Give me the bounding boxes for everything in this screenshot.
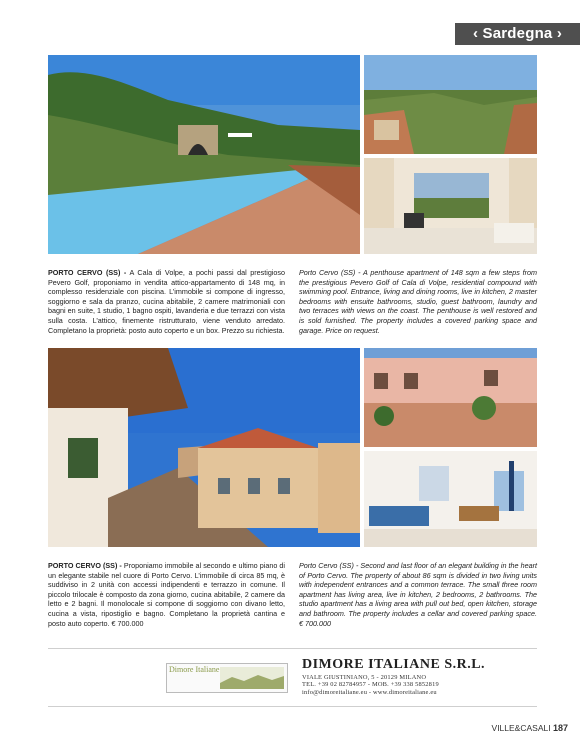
footer-divider	[48, 706, 537, 707]
photo-landscape	[364, 55, 537, 154]
listing2-en-text: Porto Cervo (SS) - Second and last floor of an elegant building in the heart of Porto Cervo. The property of about 86 sqm is divided in two living units with independent entrances and a common terrace. The small three room apartment has living area, live in kitchen, 2 bedrooms, 2 bathrooms. The studio apartment has a living area with pull out bed, open kitchen, storage and bathroom. The property includes a cellar and covered parking space. € 700.000	[299, 561, 537, 628]
agency-name: DIMORE ITALIANE S.R.L.	[302, 657, 486, 672]
magazine-name: VILLE&CASALI	[491, 723, 551, 733]
agency-address: VIALE GIUSTINIANO, 5 - 20129 MILANO	[302, 674, 427, 681]
photo-pool	[48, 55, 360, 254]
page-footer	[492, 723, 568, 733]
agency-phones: TEL. +39 02 82784957 - MOB. +39 338 5852819	[302, 681, 439, 688]
landscape-logo-icon	[220, 667, 284, 689]
page-number: 187	[552, 723, 568, 733]
listing2-it-body: Proponiamo immobile al secondo e ultimo piano di un elegante stabile nel cuore di Porto Cervo. L’immobile di circa 85 mq, è suddiviso in 2 unità con accessi indipendenti e terrazzo in comune. Il piccolo trilocale è composto da zona giorno, cucina abitabile, 2 camere da letto e 2 bagni. Il monolocale si compone di soggiorno con divano letto, cucina a vista, ripostiglio e bagno. Completano la proprietà cantina e posto auto coperto. € 700.000	[48, 561, 285, 628]
agency-logo-text: Dimore Italiane	[169, 665, 220, 674]
listing2-it-text	[48, 561, 285, 628]
agency-contact: info@dimoreitaliane.eu - www.dimoreitaliane.eu	[302, 689, 437, 696]
listing1-it-text	[48, 268, 285, 335]
photo-terrace	[48, 348, 360, 547]
listing2-it-heading: PORTO CERVO (SS) -	[48, 561, 122, 570]
photo-building	[364, 348, 537, 447]
region-tab: ‹ Sardegna ›	[455, 23, 580, 45]
listing1-en-text: Porto Cervo (SS) - A penthouse apartment of 148 sqm a few steps from the prestigious Pevero Golf of Cala di Volpe, residential compound with swimming pool. Entrance, living and dining rooms, live in kitchen, 2 master bedrooms with ensuite bathrooms, studio, guest bathroom, laundry and two terraces with views on the coast. The penthouse is well restored and is sold furnished. The property includes a covered parking space and garage. Price on request.	[299, 268, 537, 335]
agency-logo	[166, 663, 288, 693]
photo-living-room	[364, 451, 537, 547]
photo-interior	[364, 158, 537, 254]
listing1-it-body: A Cala di Volpe, a pochi passi dal prestigioso Pevero Golf, proponiamo in vendita attico-appartamento di 148 mq, in complesso residenziale con piscina. L’immobile si compone di ingresso, soggiorno e sala da pranzo, cucina abitabile, 2 camere matrimoniali con bagni en suite, 1 studio, 1 bagno ospiti, lavanderia e due terrazzi con vista sulla costa. L’attico, finemente ristrutturato, viene venduto arredato. Completano la proprietà: posto auto coperto e un box. Prezzo su richiesta.	[48, 268, 286, 335]
divider	[48, 648, 537, 649]
listing1-it-heading: PORTO CERVO (SS) -	[48, 268, 127, 277]
